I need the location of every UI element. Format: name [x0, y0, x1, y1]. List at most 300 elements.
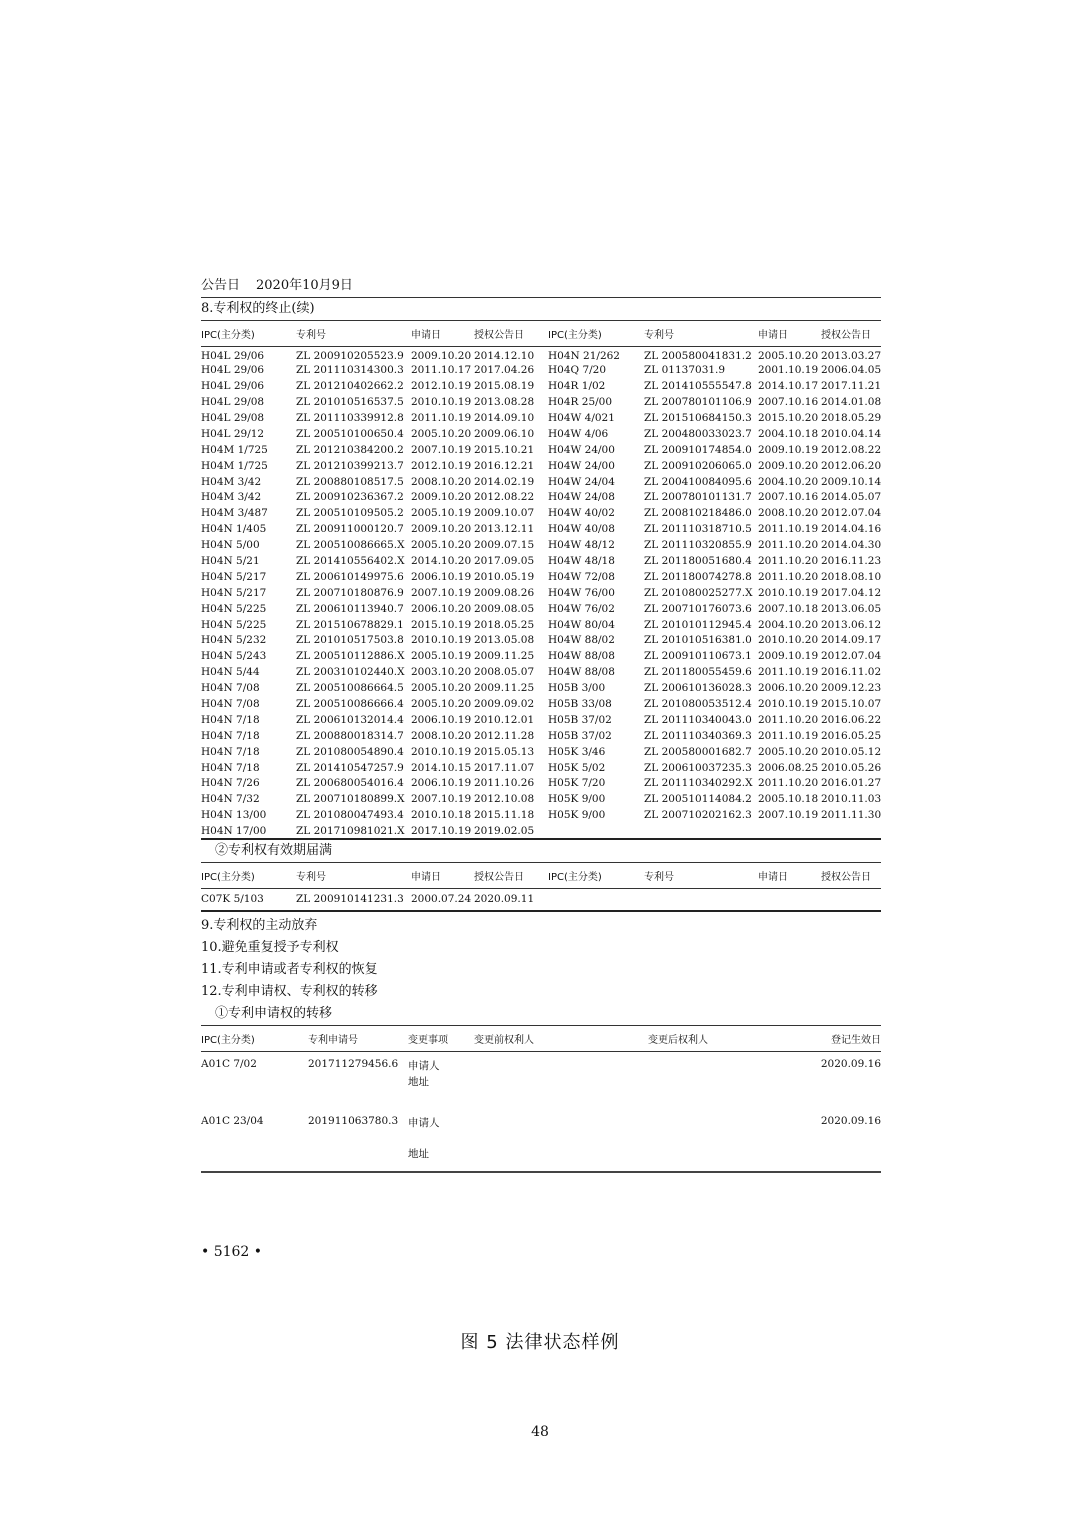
ipc-cell: H04N 5/225: [201, 602, 267, 615]
grant-date-cell: 2013.08.28: [474, 396, 535, 409]
application-date-cell: 2007.10.16: [758, 396, 819, 409]
table-row: [201, 744, 881, 760]
patent-number-cell: ZL 201410555547.8: [644, 380, 752, 393]
application-date-cell: 2009.10.19: [758, 650, 819, 663]
gazette-page: [201, 276, 881, 1173]
application-date-cell: 2014.10.20: [411, 555, 472, 568]
column-header: 专利号: [644, 863, 758, 889]
ipc-cell: H04W 72/08: [548, 570, 615, 583]
application-date-cell: 2017.10.19: [411, 824, 472, 837]
column-header: IPC(主分类): [548, 321, 644, 347]
ipc-cell: H04N 7/08: [201, 682, 260, 695]
patent-number-cell: ZL 200580041831.2: [644, 349, 752, 362]
application-date-cell: 2007.10.16: [758, 491, 819, 504]
column-header: IPC(主分类): [548, 863, 644, 889]
application-date-cell: 2011.10.20: [758, 539, 819, 552]
grant-date-cell: 2015.05.13: [474, 745, 535, 758]
grant-date-cell: 2012.11.28: [474, 729, 535, 742]
ipc-cell: H04W 76/00: [548, 586, 615, 599]
ipc-cell: H04N 7/26: [201, 777, 260, 790]
application-date-cell: 2011.10.20: [758, 713, 819, 726]
table-row: [201, 537, 881, 553]
grant-date-cell: 2006.04.05: [821, 364, 881, 377]
grant-date-cell: 2018.05.25: [474, 618, 535, 631]
ipc-cell: H04W 76/02: [548, 602, 615, 615]
patent-number-cell: ZL 201010517503.8: [296, 634, 404, 647]
ipc-cell: H04N 5/217: [201, 586, 267, 599]
ipc-cell: H05B 3/00: [548, 682, 606, 695]
table-row: [201, 442, 881, 458]
section-8-title: 8.专利权的终止(续): [201, 301, 315, 316]
patent-number-cell: ZL 200610037235.3: [644, 761, 752, 774]
application-date-cell: 2015.10.20: [758, 412, 819, 424]
application-date-cell: 2011.10.17: [411, 364, 472, 377]
ipc-cell: C07K 5/103: [201, 893, 264, 906]
section-12-title: 12.专利申请权、专利权的转移: [201, 983, 378, 999]
application-date-cell: 2007.10.19: [411, 586, 472, 599]
patent-number-cell: ZL 201510678829.1: [296, 618, 404, 631]
application-date-cell: 2009.10.20: [411, 491, 472, 504]
patent-number-cell: ZL 201080047493.4: [296, 809, 404, 822]
change-item: 申请人: [408, 1059, 440, 1072]
patent-number-cell: ZL 201210384200.2: [296, 443, 404, 456]
table-row: [201, 410, 881, 426]
grant-date-cell: 2017.04.12: [821, 586, 881, 599]
column-header: 登记生效日: [796, 1025, 881, 1051]
application-date-cell: 2012.10.19: [411, 380, 472, 393]
patent-number-cell: ZL 201180055459.6: [644, 666, 752, 679]
application-date-cell: 2006.10.20: [758, 682, 819, 695]
patent-number-cell: ZL 200710180876.9: [296, 586, 404, 599]
ipc-cell: H05B 37/02: [548, 713, 612, 726]
table-row: [201, 362, 881, 378]
table-row: [201, 760, 881, 776]
application-date-cell: 2011.10.20: [758, 570, 819, 583]
grant-date-cell: 2012.08.22: [474, 491, 535, 504]
patent-number-cell: ZL 01137031.9: [644, 364, 726, 377]
patent-number-cell: ZL 200610132014.4: [296, 713, 404, 726]
section-12-1-title: ①专利申请权的转移: [215, 1005, 333, 1021]
figure-caption: 图 5 法律状态样例: [460, 1332, 620, 1353]
ipc-cell: H04N 7/32: [201, 793, 260, 806]
application-date-cell: 2003.10.20: [411, 666, 472, 679]
section-11-title: 11.专利申请或者专利权的恢复: [201, 961, 378, 977]
patent-number-cell: ZL 201080025277.X: [644, 586, 753, 599]
application-date-cell: 2001.10.19: [758, 364, 819, 377]
ipc-cell: H04N 17/00: [201, 824, 267, 837]
application-date-cell: 2005.10.19: [411, 507, 472, 520]
header-label: 公告日: [201, 278, 241, 293]
change-items-cell: [408, 1110, 474, 1172]
ipc-cell: H04W 48/12: [548, 539, 615, 552]
patent-number-cell: ZL 200510114084.2: [644, 793, 752, 806]
patent-number-cell: ZL 201210402662.2: [296, 380, 404, 393]
grant-date-cell: [821, 823, 881, 839]
ipc-cell: H04W 40/08: [548, 523, 615, 536]
patent-number-cell: [644, 823, 758, 839]
column-header: 授权公告日: [821, 321, 881, 347]
application-date-cell: 2005.10.19: [411, 650, 472, 663]
application-date-cell: 2004.10.20: [758, 475, 819, 488]
patent-number-cell: ZL 200510112886.X: [296, 650, 405, 663]
ipc-cell: H05K 9/00: [548, 809, 606, 822]
grant-date-cell: 2016.05.25: [821, 729, 881, 742]
grant-date-cell: 2010.04.14: [821, 427, 881, 440]
application-date-cell: 2006.10.19: [411, 713, 472, 726]
ipc-cell: H04N 5/44: [201, 666, 260, 679]
application-date-cell: 2004.10.20: [758, 618, 819, 631]
change-items-cell: [408, 1051, 474, 1110]
grant-date-cell: 2015.08.19: [474, 380, 535, 393]
grant-date-cell: 2009.10.14: [821, 475, 881, 488]
patent-number-cell: ZL 201010516381.0: [644, 634, 752, 647]
ipc-cell: H05K 7/20: [548, 777, 606, 790]
ipc-cell: H04L 29/06: [201, 364, 265, 377]
section-10-title: 10.避免重复授予专利权: [201, 939, 339, 955]
application-date-cell: 2006.10.19: [411, 777, 472, 790]
grant-date-cell: 2014.09.10: [474, 412, 535, 424]
ipc-cell: H04W 40/02: [548, 507, 615, 520]
grant-date-cell: 2017.11.21: [821, 380, 881, 393]
grant-date-cell: 2010.12.01: [474, 713, 535, 726]
application-date-cell: 2010.10.19: [758, 698, 819, 711]
application-date-cell: 2006.10.19: [411, 570, 472, 583]
patent-number-cell: ZL 200680054016.4: [296, 777, 404, 790]
ipc-cell: H04M 3/42: [201, 491, 262, 504]
patent-number-cell: ZL 201110340043.0: [644, 713, 752, 726]
application-date-cell: 2007.10.18: [758, 602, 819, 615]
application-date-cell: 2007.10.19: [758, 809, 819, 822]
grant-date-cell: 2012.06.20: [821, 459, 881, 472]
ipc-cell: H04N 5/232: [201, 634, 267, 647]
table-row: [201, 490, 881, 506]
ipc-cell: H04N 13/00: [201, 809, 267, 822]
patent-number-cell: ZL 200310102440.X: [296, 666, 405, 679]
column-header: 专利申请号: [308, 1025, 408, 1051]
ipc-cell: H05K 5/02: [548, 761, 606, 774]
patent-number-cell: ZL 200410084095.6: [644, 475, 752, 488]
grant-date-cell: 2017.09.05: [474, 555, 535, 568]
grant-date-cell: 2020.09.11: [474, 893, 535, 906]
column-header: 申请日: [411, 321, 474, 347]
ipc-cell: H04W 88/02: [548, 634, 615, 647]
ipc-cell: [548, 823, 644, 839]
patent-number-cell: ZL 201110339912.8: [296, 412, 404, 424]
application-date-cell: 2011.10.20: [758, 777, 819, 790]
patent-number-cell: ZL 201410556402.X: [296, 555, 405, 568]
section-9-title: 9.专利权的主动放弃: [201, 917, 318, 933]
grant-date-cell: 2016.11.23: [821, 555, 881, 568]
grant-date-cell: 2016.06.22: [821, 713, 881, 726]
grant-date-cell: 2009.07.15: [474, 539, 535, 552]
table-row: [201, 347, 881, 363]
grant-date-cell: 2013.12.11: [474, 523, 535, 536]
application-number-cell: 201711279456.6: [308, 1057, 399, 1070]
ipc-cell: H04W 24/00: [548, 443, 615, 456]
grant-date-cell: 2018.08.10: [821, 570, 881, 583]
column-header: 授权公告日: [474, 321, 548, 347]
application-date-cell: 2005.10.20: [758, 745, 819, 758]
ipc-cell: H04N 7/18: [201, 729, 260, 742]
application-date-cell: 2009.10.20: [411, 349, 472, 362]
patent-number-cell: ZL 200710176073.6: [644, 602, 752, 615]
grant-date-cell: 2012.08.22: [821, 443, 881, 456]
application-date-cell: 2011.10.19: [758, 666, 819, 679]
grant-date-cell: 2009.10.07: [474, 507, 535, 520]
ipc-cell: H04W 24/00: [548, 459, 615, 472]
application-date-cell: 2012.10.19: [411, 459, 472, 472]
ipc-cell: H04N 21/262: [548, 349, 620, 362]
grant-date-cell: 2010.11.03: [821, 793, 881, 806]
patent-number-cell: ZL 200910110673.1: [644, 650, 752, 663]
application-number-cell: 201911063780.3: [308, 1114, 399, 1127]
termination-table: [201, 320, 881, 840]
patent-number-cell: ZL 200510086666.4: [296, 698, 404, 711]
patent-number-cell: ZL 201010112945.4: [644, 618, 752, 631]
column-header: 授权公告日: [474, 863, 548, 889]
patent-number-cell: ZL 200480033023.7: [644, 427, 752, 440]
ipc-cell: H04L 29/06: [201, 380, 265, 393]
application-date-cell: 2000.07.24: [411, 893, 472, 906]
grant-date-cell: 2009.11.25: [474, 650, 535, 663]
ipc-cell: H05K 9/00: [548, 793, 606, 806]
patent-number-cell: ZL 200910236367.2: [296, 491, 404, 504]
termination-table-body: [201, 347, 881, 840]
patent-number-cell: ZL 200610136028.3: [644, 682, 752, 695]
column-header: 变更前权利人: [474, 1025, 648, 1051]
application-date-cell: 2014.10.15: [411, 761, 472, 774]
effective-date-cell: 2020.09.16: [820, 1114, 881, 1127]
ipc-cell: H04L 29/06: [201, 349, 265, 362]
patent-number-cell: ZL 201510684150.3: [644, 412, 752, 424]
patent-number-cell: ZL 201180051680.4: [644, 555, 752, 568]
publication-header: [201, 276, 881, 298]
patent-number-cell: ZL 200510100650.4: [296, 427, 404, 440]
ipc-cell: H04M 1/725: [201, 459, 268, 472]
patent-number-cell: ZL 201110340292.X: [644, 777, 753, 790]
table-header-row: [201, 1025, 881, 1051]
patent-number-cell: ZL 200510109505.2: [296, 507, 404, 520]
application-date-cell: 2006.08.25: [758, 761, 819, 774]
ipc-cell: H04N 7/08: [201, 698, 260, 711]
patent-number-cell: ZL 201110340369.3: [644, 729, 752, 742]
ipc-cell: H04W 48/18: [548, 555, 615, 568]
grant-date-cell: 2013.05.08: [474, 634, 535, 647]
table-row: [201, 648, 881, 664]
patent-number-cell: ZL 200580001682.7: [644, 745, 752, 758]
table-row: [201, 521, 881, 537]
ipc-cell: A01C 23/04: [201, 1114, 264, 1127]
ipc-cell: H04R 25/00: [548, 396, 613, 409]
grant-date-cell: 2016.01.27: [821, 777, 881, 790]
column-header: IPC(主分类): [201, 863, 296, 889]
ipc-cell: H04N 5/217: [201, 570, 267, 583]
ipc-cell: H04R 1/02: [548, 380, 606, 393]
table-header-row: [201, 321, 881, 347]
column-header: 专利号: [296, 321, 411, 347]
application-date-cell: 2009.10.20: [411, 523, 472, 536]
application-date-cell: 2011.10.19: [758, 523, 819, 536]
ipc-cell: H04N 7/18: [201, 713, 260, 726]
application-date-cell: 2005.10.20: [758, 349, 819, 362]
application-date-cell: 2011.10.20: [758, 555, 819, 568]
patent-number-cell: ZL 201080053512.4: [644, 698, 752, 711]
grant-date-cell: 2009.12.23: [821, 682, 881, 695]
ipc-cell: H04M 3/42: [201, 475, 262, 488]
section-8-2-title: ②专利权有效期届满: [215, 843, 333, 859]
grant-date-cell: 2018.05.29: [821, 412, 881, 424]
ipc-cell: H05B 33/08: [548, 698, 612, 711]
patent-number-cell: ZL 201110318710.5: [644, 523, 752, 536]
ipc-cell: H04L 29/12: [201, 427, 265, 440]
grant-date-cell: 2014.09.17: [821, 634, 881, 647]
patent-number-cell: ZL 200610149975.6: [296, 570, 404, 583]
ipc-cell: H04L 29/08: [201, 396, 265, 409]
table-header-row: [201, 863, 881, 889]
application-date-cell: 2010.10.19: [411, 634, 472, 647]
ipc-cell: H04N 7/18: [201, 761, 260, 774]
column-header: 申请日: [758, 321, 821, 347]
grant-date-cell: 2012.07.04: [821, 507, 881, 520]
table-row: [201, 585, 881, 601]
application-date-cell: 2005.10.20: [411, 698, 472, 711]
change-item: 申请人: [408, 1116, 440, 1129]
ipc-cell: H04W 88/08: [548, 650, 615, 663]
grant-date-cell: 2010.05.19: [474, 570, 535, 583]
grant-date-cell: 2010.05.12: [821, 745, 881, 758]
patent-number-cell: ZL 201710981021.X: [296, 824, 405, 837]
table-row: [201, 378, 881, 394]
page-number: 48: [531, 1424, 549, 1440]
application-date-cell: 2007.10.19: [411, 443, 472, 456]
table-row: [201, 807, 881, 823]
ipc-cell: H04N 5/225: [201, 618, 267, 631]
patent-number-cell: ZL 201210399213.7: [296, 459, 404, 472]
application-date-cell: 2011.10.19: [758, 729, 819, 742]
patent-number-cell: ZL 200880108517.5: [296, 475, 404, 488]
ipc-cell: H04M 1/725: [201, 443, 268, 456]
ipc-cell: H04W 80/04: [548, 618, 615, 631]
table-row: [201, 617, 881, 633]
application-date-cell: 2014.10.17: [758, 380, 819, 393]
ipc-cell: H04W 24/08: [548, 491, 615, 504]
table-row: [201, 553, 881, 569]
application-date-cell: 2008.10.20: [758, 507, 819, 520]
grant-date-cell: 2012.10.08: [474, 793, 535, 806]
table-row: [201, 791, 881, 807]
grant-date-cell: 2015.10.21: [474, 443, 535, 456]
patent-number-cell: ZL 200710180899.X: [296, 793, 405, 806]
application-date-cell: 2005.10.20: [411, 539, 472, 552]
application-date-cell: 2010.10.20: [758, 634, 819, 647]
table-row: [201, 633, 881, 649]
application-date-cell: [758, 823, 821, 839]
transfer-table: [201, 1025, 881, 1173]
table-row: [201, 776, 881, 792]
patent-number-cell: ZL 200510086664.5: [296, 682, 404, 695]
column-header: 专利号: [644, 321, 758, 347]
application-date-cell: 2007.10.19: [411, 793, 472, 806]
grant-date-cell: 2013.06.05: [821, 602, 881, 615]
application-date-cell: 2008.10.20: [411, 475, 472, 488]
patent-number-cell: ZL 200910141231.3: [296, 893, 404, 906]
grant-date-cell: 2017.11.07: [474, 761, 535, 774]
effective-date-cell: 2020.09.16: [820, 1057, 881, 1070]
application-date-cell: 2010.10.18: [411, 809, 472, 822]
column-header: IPC(主分类): [201, 321, 296, 347]
grant-date-cell: 2011.10.26: [474, 777, 535, 790]
grant-date-cell: 2012.07.04: [821, 650, 881, 663]
grant-date-cell: 2013.06.12: [821, 618, 881, 631]
grant-date-cell: 2010.05.26: [821, 761, 881, 774]
table-row: [201, 474, 881, 490]
patent-number-cell: ZL 200911000120.7: [296, 523, 404, 536]
application-date-cell: 2005.10.18: [758, 793, 819, 806]
grant-date-cell: 2016.11.02: [821, 666, 881, 679]
table-row: [201, 664, 881, 680]
ipc-cell: H04W 88/08: [548, 666, 615, 679]
journal-page-number: • 5162 •: [201, 1244, 263, 1260]
grant-date-cell: 2014.04.16: [821, 523, 881, 536]
table-row: [201, 1110, 881, 1172]
table-row: [201, 1051, 881, 1110]
application-date-cell: 2005.10.20: [411, 427, 472, 440]
patent-number-cell: ZL 200910205523.9: [296, 349, 404, 362]
application-date-cell: 2010.10.19: [411, 396, 472, 409]
table-row: [201, 680, 881, 696]
grant-date-cell: 2016.12.21: [474, 459, 535, 472]
table-row: [201, 505, 881, 521]
ipc-cell: H04N 7/18: [201, 745, 260, 758]
ipc-cell: H04W 24/04: [548, 475, 615, 488]
expiry-table: [201, 862, 881, 912]
patent-number-cell: ZL 200610113940.7: [296, 602, 404, 615]
grant-date-cell: 2014.01.08: [821, 396, 881, 409]
application-date-cell: 2004.10.18: [758, 427, 819, 440]
column-header: IPC(主分类): [201, 1025, 308, 1051]
change-item: 地址: [408, 1075, 429, 1088]
grant-date-cell: 2015.11.18: [474, 809, 535, 822]
patent-number-cell: ZL 201110320855.9: [644, 539, 752, 552]
ipc-cell: H04M 3/487: [201, 507, 268, 520]
grant-date-cell: 2009.06.10: [474, 427, 535, 440]
application-date-cell: 2010.10.19: [758, 586, 819, 599]
grant-date-cell: 2013.03.27: [821, 349, 881, 362]
application-date-cell: 2011.10.19: [411, 412, 472, 424]
patent-number-cell: ZL 200780101131.7: [644, 491, 752, 504]
grant-date-cell: 2009.09.02: [474, 698, 535, 711]
application-date-cell: 2008.10.20: [411, 729, 472, 742]
application-date-cell: 2005.10.20: [411, 682, 472, 695]
grant-date-cell: 2015.10.07: [821, 698, 881, 711]
table-row: [201, 394, 881, 410]
patent-number-cell: ZL 201110314300.3: [296, 364, 404, 377]
column-header: 变更后权利人: [648, 1025, 796, 1051]
header-date: 2020年10月9日: [256, 278, 353, 293]
ipc-cell: H05B 37/02: [548, 729, 612, 742]
ipc-cell: A01C 7/02: [201, 1057, 257, 1070]
patent-number-cell: ZL 200880018314.7: [296, 729, 404, 742]
grant-date-cell: 2014.02.19: [474, 475, 535, 488]
patent-number-cell: ZL 200810218486.0: [644, 507, 752, 520]
table-row: [201, 601, 881, 617]
ipc-cell: H04N 1/405: [201, 523, 267, 536]
grant-date-cell: 2019.02.05: [474, 824, 535, 837]
column-header: 授权公告日: [821, 863, 881, 889]
column-header: 申请日: [411, 863, 474, 889]
table-row: [201, 426, 881, 442]
application-date-cell: 2009.10.20: [758, 459, 819, 472]
